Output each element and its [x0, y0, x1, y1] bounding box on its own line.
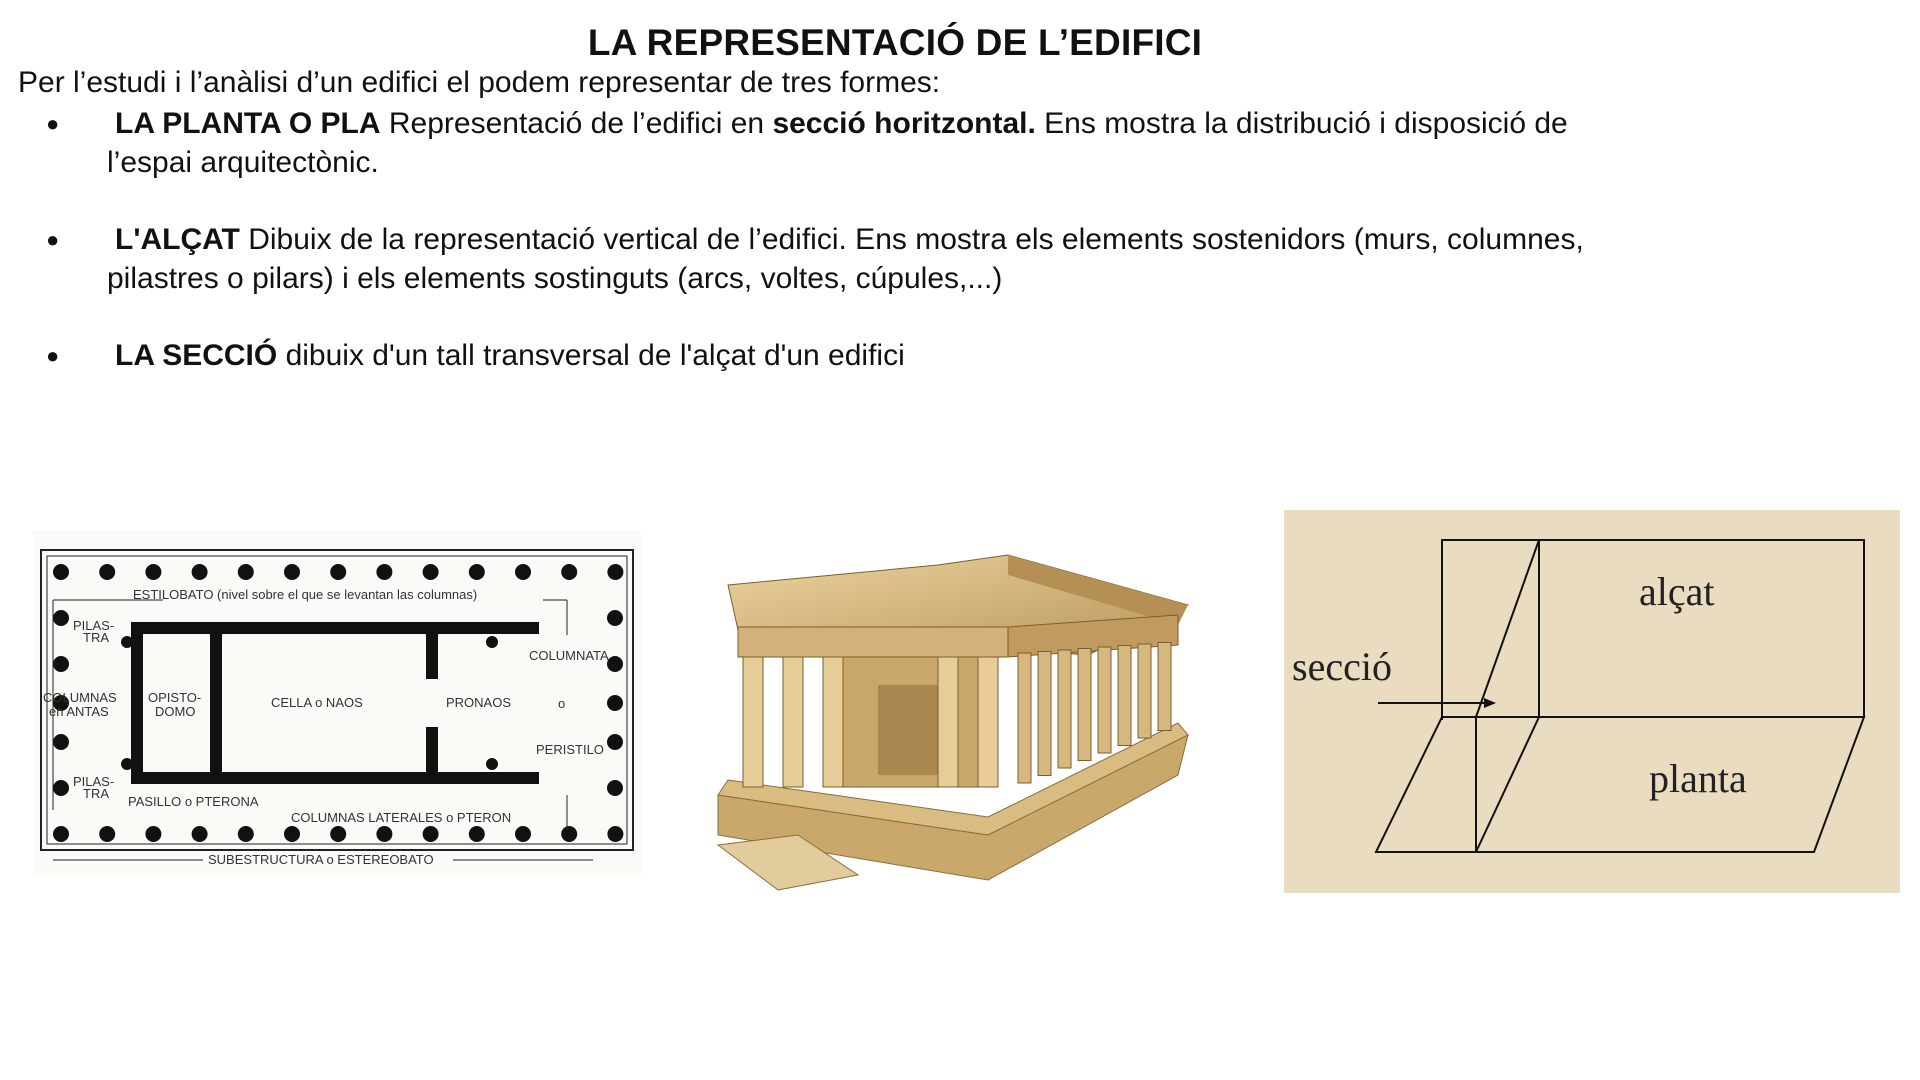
column-dot — [284, 826, 300, 842]
column-dot — [330, 826, 346, 842]
column-dot — [145, 826, 161, 842]
term-seccio: LA SECCIÓ — [115, 339, 278, 372]
temple-side-column — [1078, 649, 1091, 761]
label-domo: DOMO — [155, 704, 196, 719]
temple-elevation-illustration — [708, 545, 1198, 900]
temple-side-column — [1138, 644, 1151, 738]
bullet-planta-line2: l’espai arquitectònic. — [107, 146, 379, 179]
label-pilastra-top-2: TRA — [83, 630, 109, 645]
column-dot — [99, 564, 115, 580]
temple-column — [938, 657, 958, 787]
temple-column — [783, 657, 803, 787]
section-diagram — [1284, 510, 1900, 893]
column-dot — [423, 564, 439, 580]
column-dot — [192, 564, 208, 580]
label-pilastra-bottom-2: TRA — [83, 786, 109, 801]
column-dot — [607, 610, 623, 626]
column-dot — [376, 564, 392, 580]
column-dot — [561, 564, 577, 580]
label-cella: CELLA o NAOS — [271, 695, 363, 710]
label-seccio: secció — [1292, 644, 1392, 689]
column-dot — [284, 564, 300, 580]
column-dot — [53, 734, 69, 750]
column-dot — [53, 610, 69, 626]
bullet-planta-text: Representació de l’edifici en — [380, 107, 773, 140]
label-pilastra-top: PILAS- — [73, 618, 115, 633]
term-alcat: L'ALÇAT — [115, 223, 240, 256]
intro-text: Per l’estudi i l’anàlisi d’un edifici el podem representar de tres formes: — [18, 66, 941, 99]
label-columnas-laterales: COLUMNAS LATERALES o PTERON — [291, 810, 512, 825]
temple-column — [978, 657, 998, 787]
temple-side-column — [1058, 650, 1071, 768]
label-columnas: COLUMNAS — [43, 690, 117, 705]
column-dot — [330, 564, 346, 580]
label-columnata: COLUMNATA — [529, 648, 609, 663]
column-dot — [376, 826, 392, 842]
label-subestructura: SUBESTRUCTURA o ESTEREOBATO — [208, 852, 434, 867]
label-pilastra-bottom: PILAS- — [73, 774, 115, 789]
column-dot — [423, 826, 439, 842]
column-dot — [607, 734, 623, 750]
label-opisto: OPISTO- — [148, 690, 202, 705]
column-dot — [53, 780, 69, 796]
label-pasillo: PASILLO o PTERONA — [128, 794, 259, 809]
label-pronaos: PRONAOS — [446, 695, 512, 710]
column-dot — [99, 826, 115, 842]
temple-side-column — [1038, 652, 1051, 776]
label-peristilo: PERISTILO — [536, 742, 604, 757]
label-planta: planta — [1649, 756, 1747, 801]
column-dot — [53, 656, 69, 672]
temple-column — [743, 657, 763, 787]
section-diagram-background — [1284, 510, 1900, 893]
label-alcat: alçat — [1639, 569, 1715, 614]
column-dot — [515, 826, 531, 842]
bullet-alcat-line2: pilastres o pilars) i els elements sostinguts (arcs, voltes, cúpules,...) — [107, 262, 1003, 295]
column-dot — [238, 564, 254, 580]
term-seccio-horitzontal: secció horitzontal. — [772, 107, 1036, 140]
column-dot — [469, 826, 485, 842]
term-planta: LA PLANTA O PLA — [115, 107, 381, 140]
bullet-dot: ● — [46, 111, 60, 136]
bullet-alcat-text: Dibuix de la representació vertical de l’edifici. Ens mostra els elements sostenidors (murs, columnes, — [239, 223, 1584, 256]
bullet-text — [107, 104, 1715, 182]
temple-side-column — [1018, 653, 1031, 783]
column-dot — [53, 826, 69, 842]
label-estilobato: ESTILOBATO (nivel sobre el que se levantan las columnas) — [133, 587, 478, 602]
temple-side-column — [1118, 646, 1131, 746]
column-dot — [607, 826, 623, 842]
page-title: LA REPRESENTACIÓ DE L’EDIFICI — [587, 22, 1203, 63]
column-dot — [192, 826, 208, 842]
bullet-dot: ● — [46, 227, 60, 252]
temple-side-column — [1158, 643, 1171, 731]
column-dot — [515, 564, 531, 580]
bullet-dot: ● — [46, 343, 60, 368]
bullet-text — [107, 220, 1715, 298]
label-en-antas: en ANTAS — [49, 704, 109, 719]
column-dot — [53, 564, 69, 580]
temple-side-column — [1098, 647, 1111, 753]
column-dot — [469, 564, 485, 580]
bullet-seccio-text: dibuix d'un tall transversal de l'alçat d'un edifici — [277, 339, 905, 372]
column-dot — [607, 656, 623, 672]
column-dot — [561, 826, 577, 842]
label-o: o — [558, 696, 566, 711]
column-dot — [607, 564, 623, 580]
temple-column — [823, 657, 843, 787]
column-dot — [238, 826, 254, 842]
column-dot — [145, 564, 161, 580]
bullet-planta-text-b: Ens mostra la distribució i disposició de — [1035, 107, 1568, 140]
bullet-text — [115, 336, 1715, 375]
temple-plan-figure — [33, 530, 641, 875]
column-dot — [607, 780, 623, 796]
column-dot — [607, 695, 623, 711]
